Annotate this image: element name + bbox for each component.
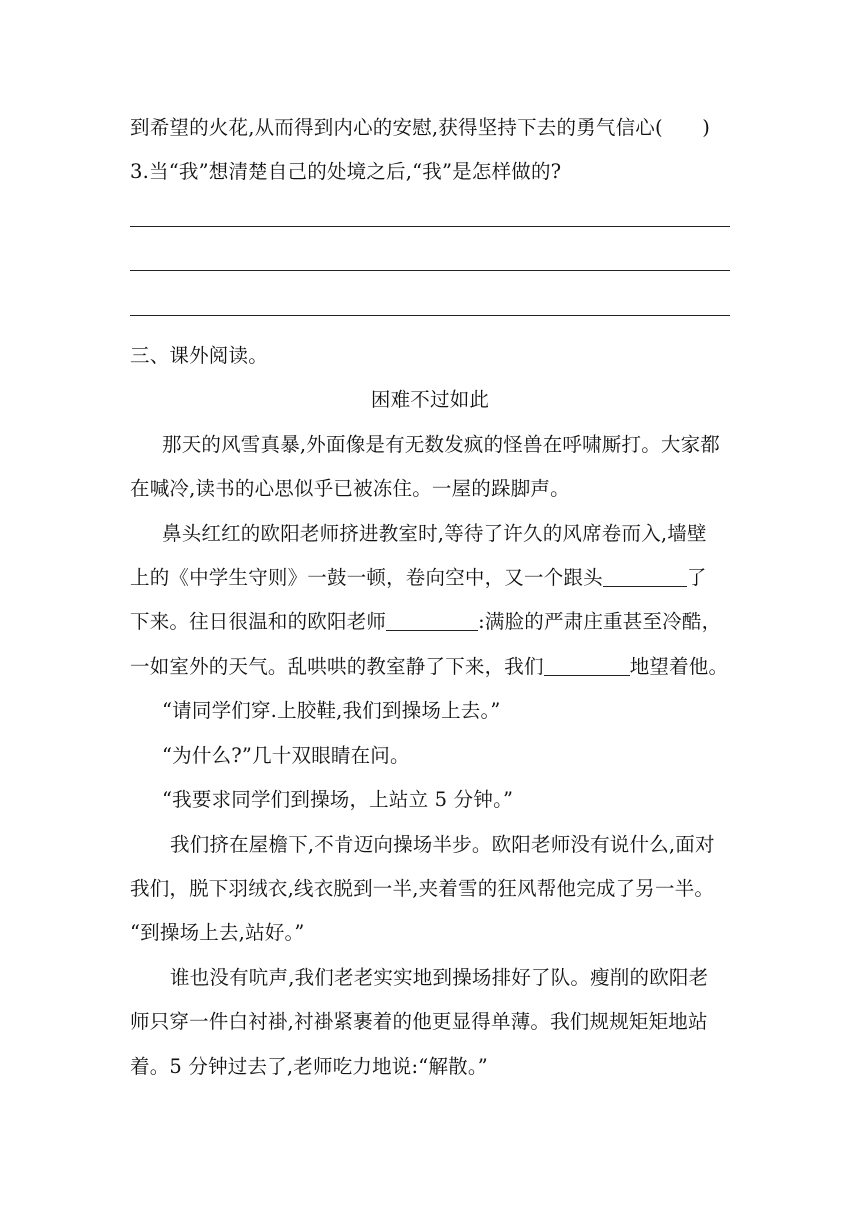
fill-blank-1[interactable] xyxy=(603,566,687,587)
paragraph-1-line-1: 那天的风雪真暴,外面像是有无数发疯的怪兽在呼啸厮打。大家都 xyxy=(162,433,720,456)
paragraph-2-line-4-end: 地望着他。 xyxy=(629,655,729,678)
paragraph-2-line-4-text: 一如室外的天气。乱哄哄的教室静了下来，我们 xyxy=(130,655,544,678)
answer-line-3[interactable] xyxy=(130,315,730,316)
paragraph-6-line-1: 我们挤在屋檐下,不肯迈向操场半步。欧阳老师没有说什么,面对 xyxy=(170,833,715,856)
paragraph-2-line-1: 鼻头红红的欧阳老师挤进教室时,等待了许久的风席卷而入,墙壁 xyxy=(162,522,707,545)
paragraph-1-line-2: 在喊冷,读书的心思似乎已被冻住。一屋的跺脚声。 xyxy=(130,477,570,500)
question-3: 3.当“我”想清楚自己的处境之后,“我”是怎样做的? xyxy=(130,160,562,183)
paragraph-6-line-3: “到操场上去,站好。” xyxy=(130,921,305,944)
paragraph-6-line-2: 我们，脱下羽绒衣,线衣脱到一半,夹着雪的狂风帮他完成了另一半。 xyxy=(130,877,715,900)
paragraph-2-line-3 xyxy=(130,608,730,636)
fill-blank-2[interactable] xyxy=(386,610,478,631)
fill-blank-3[interactable] xyxy=(544,655,630,676)
paragraph-2-line-2-text: 上的《中学生守则》一鼓一顿，卷向空中，又一个跟头 xyxy=(130,566,603,589)
paragraph-7-line-1: 谁也没有吭声,我们老老实实地到操场排好了队。瘦削的欧阳老 xyxy=(170,966,709,989)
paragraph-7-line-3: 着。5 分钟过去了,老师吃力地说:“解散。” xyxy=(130,1055,488,1078)
paragraph-2-line-3-end: :满脸的严肃庄重甚至冷酷， xyxy=(478,610,722,633)
paragraph-2-line-3-text: 下来。往日很温和的欧阳老师 xyxy=(130,610,387,633)
passage-title: 困难不过如此 xyxy=(370,388,490,411)
paragraph-2-line-4 xyxy=(130,653,730,681)
answer-line-1[interactable] xyxy=(130,226,730,227)
answer-line-2[interactable] xyxy=(130,270,730,271)
paragraph-3: “请同学们穿.上胶鞋,我们到操场上去。” xyxy=(162,699,501,722)
previous-question-tail: 到希望的火花,从而得到内心的安慰,获得坚持下去的勇气信心( ) xyxy=(130,116,711,139)
paragraph-5: “我要求同学们到操场，上站立 5 分钟。” xyxy=(162,788,514,811)
paragraph-2-line-2 xyxy=(130,564,730,592)
paragraph-4: “为什么?”几十双眼睛在问。 xyxy=(162,744,410,767)
paragraph-7-line-2: 师只穿一件白衬褂,衬褂紧裹着的他更显得单薄。我们规规矩矩地站 xyxy=(130,1010,708,1033)
paragraph-2-line-2-end: 了 xyxy=(686,566,707,589)
section-heading: 三、课外阅读。 xyxy=(130,344,268,367)
